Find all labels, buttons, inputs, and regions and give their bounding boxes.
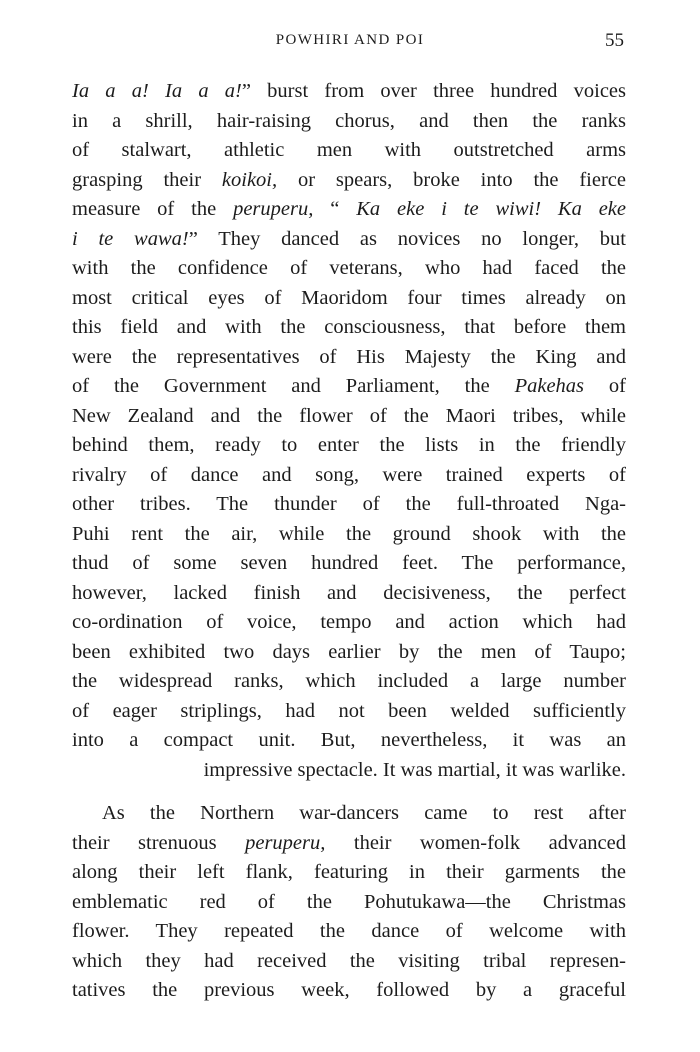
text-line — [72, 976, 626, 1006]
text-run: other tribes. The thunder of the full-throated Nga- — [72, 493, 626, 515]
italic-text: peruperu, — [233, 198, 314, 220]
text-line — [72, 431, 626, 461]
text-run: however, lacked finish and decisiveness, the perfect — [72, 581, 626, 604]
text-line — [72, 402, 626, 432]
text-run: emblematic red of the Pohutukawa—the Christmas — [72, 890, 626, 913]
text-run: of — [584, 375, 627, 397]
paragraph — [72, 77, 626, 785]
text-line — [72, 107, 626, 137]
text-run: the widespread ranks, which included a large number — [72, 670, 626, 692]
text-line — [72, 254, 626, 284]
text-run: “ — [313, 198, 357, 220]
text-run: most critical eyes of Maoridom four times already on — [72, 286, 626, 309]
paragraph-gap — [72, 785, 626, 799]
text-line — [72, 858, 626, 888]
text-line — [72, 638, 626, 668]
text-line — [72, 225, 626, 255]
text-line — [72, 372, 626, 402]
running-head: POWHIRI AND POI — [275, 32, 425, 48]
text-run: As the Northern war-dancers came to rest after — [102, 802, 626, 824]
text-line — [72, 343, 626, 373]
text-line — [72, 166, 626, 196]
text-run: of stalwart, athletic men with outstretched arms — [72, 139, 626, 161]
text-run: or spears, broke into the fierce — [277, 168, 626, 191]
italic-text: peruperu, — [245, 831, 326, 854]
paragraph — [72, 799, 626, 1006]
text-run: rivalry of dance and song, were trained experts of — [72, 463, 626, 486]
text-line — [72, 195, 626, 225]
text-line — [72, 461, 626, 491]
text-line — [72, 756, 626, 786]
text-line — [72, 799, 626, 829]
text-line — [72, 284, 626, 314]
text-run: in a shrill, hair-raising chorus, and then the ranks — [72, 109, 626, 132]
text-run: of eager striplings, had not been welded sufficiently — [72, 699, 626, 722]
text-line — [72, 136, 626, 166]
text-run: ” burst from over three hundred voices — [241, 80, 627, 102]
text-line — [72, 77, 626, 107]
text-run: impressive spectacle. It was martial, it was warlike. — [203, 758, 626, 781]
body-text — [72, 77, 626, 1006]
text-line — [72, 697, 626, 727]
text-run: New Zealand and the flower of the Maori tribes, while — [72, 404, 626, 427]
text-line — [72, 829, 626, 859]
text-line — [72, 579, 626, 609]
text-run: co-ordination of voice, tempo and action which had — [72, 611, 626, 633]
text-line — [72, 520, 626, 550]
text-line — [72, 667, 626, 697]
text-run: of the Government and Parliament, the — [72, 375, 515, 397]
text-run: Puhi rent the air, while the ground shook with the — [72, 522, 626, 545]
text-run: behind them, ready to enter the lists in the friendly — [72, 434, 626, 456]
text-run: thud of some seven hundred feet. The performance, — [72, 552, 626, 574]
text-line — [72, 947, 626, 977]
text-run: ” They danced as novices no longer, but — [188, 227, 627, 250]
text-run: tatives the previous week, followed by a graceful — [72, 979, 626, 1001]
page-number: 55 — [605, 30, 624, 51]
text-line — [72, 490, 626, 520]
text-line — [72, 313, 626, 343]
italic-text: Ka eke i te wiwi! Ka eke — [356, 198, 626, 220]
text-run: into a compact unit. But, nevertheless, it was an — [72, 729, 626, 751]
text-line — [72, 888, 626, 918]
text-run: along their left flank, featuring in their garments the — [72, 861, 626, 883]
text-run: their strenuous — [72, 831, 246, 854]
italic-text: Ia a a! Ia a a! — [72, 80, 242, 102]
text-run: been exhibited two days earlier by the men of Taupo; — [72, 640, 626, 663]
text-run: this field and with the consciousness, that before them — [72, 316, 626, 338]
text-run: grasping their — [72, 168, 222, 191]
italic-text: Pakehas — [514, 375, 585, 397]
italic-text: koikoi, — [221, 168, 278, 191]
text-run: their women-folk advanced — [325, 831, 626, 854]
text-line — [72, 726, 626, 756]
text-line — [72, 549, 626, 579]
text-line — [72, 608, 626, 638]
text-run: measure of the — [72, 198, 234, 220]
page-header — [0, 30, 700, 56]
text-run: flower. They repeated the dance of welcome with — [72, 920, 626, 942]
text-line — [72, 917, 626, 947]
text-run: with the confidence of veterans, who had faced the — [72, 257, 626, 279]
text-run: which they had received the visiting tribal represen- — [72, 949, 626, 972]
text-run: were the representatives of His Majesty the King and — [72, 345, 626, 368]
italic-text: i te wawa! — [72, 227, 189, 250]
